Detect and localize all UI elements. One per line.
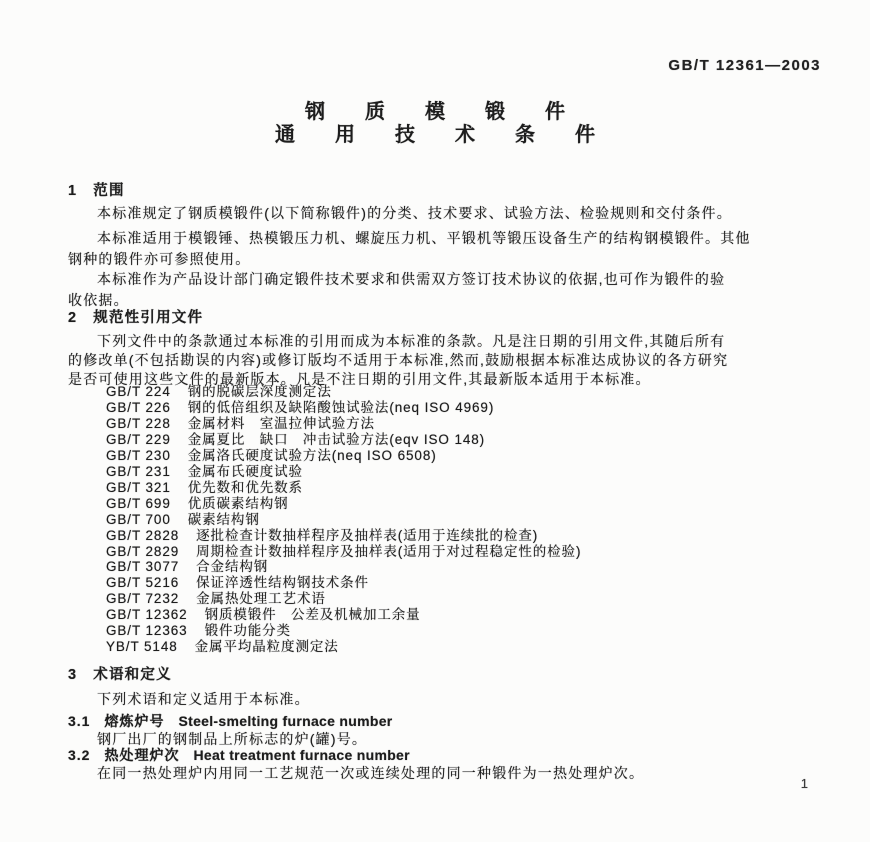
paragraph-line: 本标准适用于模锻锤、热模锻压力机、螺旋压力机、平锻机等锻压设备生产的结构钢模锻件。其他 xyxy=(97,230,751,246)
term-number: 3.1 xyxy=(68,713,91,729)
reference-item xyxy=(106,496,581,512)
reference-code: GB/T 5216 xyxy=(106,575,180,591)
reference-item xyxy=(106,544,581,560)
section-2-number: 2 xyxy=(68,310,78,326)
reference-code: GB/T 230 xyxy=(106,447,171,463)
reference-title: 优先数和优先数系 xyxy=(187,479,303,495)
reference-title: 金属布氏硬度试验 xyxy=(187,463,303,479)
reference-item xyxy=(106,607,581,623)
term-english: Steel-smelting furnace number xyxy=(178,713,393,729)
reference-item xyxy=(106,448,581,464)
reference-item xyxy=(106,432,581,448)
reference-title: 周期检查计数抽样程序及抽样表(适用于对过程稳定性的检验) xyxy=(196,543,582,559)
term-3-1-heading xyxy=(68,711,393,731)
reference-code: GB/T 224 xyxy=(106,384,171,399)
standard-number: GB/T 12361—2003 xyxy=(668,57,821,74)
paragraph-line: 收依据。 xyxy=(68,292,129,308)
reference-title: 保证淬透性结构钢技术条件 xyxy=(196,575,369,591)
section-3-number: 3 xyxy=(68,667,78,683)
reference-title: 金属材料 室温拉伸试验方法 xyxy=(187,415,375,431)
term-english: Heat treatment furnace number xyxy=(193,747,410,763)
section-1-paragraph-1 xyxy=(68,203,732,223)
reference-item xyxy=(106,512,581,528)
reference-title: 金属夏比 缺口 冲击试验方法(eqv ISO 148) xyxy=(187,431,486,447)
reference-code: GB/T 228 xyxy=(106,415,171,431)
section-1-paragraph-2 xyxy=(68,228,751,270)
paragraph-line: 本标准规定了钢质模锻件(以下简称锻件)的分类、技术要求、试验方法、检验规则和交付条件。 xyxy=(97,205,732,221)
reference-item xyxy=(106,400,581,416)
reference-title: 优质碳素结构钢 xyxy=(187,495,289,511)
reference-title: 钢的低倍组织及缺陷酸蚀试验法(neq ISO 4969) xyxy=(187,399,495,415)
reference-title: 逐批检查计数抽样程序及抽样表(适用于连续批的检查) xyxy=(196,527,539,543)
reference-title: 金属平均晶粒度测定法 xyxy=(194,639,339,655)
reference-code: GB/T 699 xyxy=(106,495,171,511)
reference-title: 锻件功能分类 xyxy=(204,623,291,639)
section-3-title: 术语和定义 xyxy=(93,667,172,683)
reference-title: 碳素结构钢 xyxy=(187,511,260,527)
section-2-heading xyxy=(68,306,203,327)
reference-title: 钢的脱碳层深度测定法 xyxy=(187,384,332,399)
reference-code: GB/T 2829 xyxy=(106,543,180,559)
reference-code: GB/T 12363 xyxy=(106,623,188,639)
page-number: 1 xyxy=(800,776,808,791)
reference-item xyxy=(106,464,581,480)
section-1-heading xyxy=(68,179,125,200)
reference-item xyxy=(106,639,581,655)
section-2-intro xyxy=(68,332,728,389)
reference-title: 合金结构钢 xyxy=(196,559,269,575)
document-title xyxy=(0,101,870,147)
term-chinese: 熔炼炉号 xyxy=(104,713,165,729)
paragraph-line: 本标准作为产品设计部门确定锻件技术要求和供需双方签订技术协议的依据,也可作为锻件的验 xyxy=(97,271,726,287)
reference-item xyxy=(106,575,581,591)
normative-references-list xyxy=(106,384,581,655)
reference-item xyxy=(106,480,581,496)
title-line-1: 钢质模锻件 xyxy=(305,101,605,123)
reference-item xyxy=(106,528,581,544)
reference-item xyxy=(106,591,581,607)
reference-title: 金属洛氏硬度试验方法(neq ISO 6508) xyxy=(187,447,437,463)
reference-code: GB/T 229 xyxy=(106,431,171,447)
reference-item xyxy=(106,559,581,575)
paragraph-line: 的修改单(不包括勘误的内容)或修订版均不适用于本标准,然而,鼓励根据本标准达成协议的各方研究 xyxy=(68,352,729,368)
reference-code: GB/T 321 xyxy=(106,479,171,495)
term-number: 3.2 xyxy=(68,747,91,763)
reference-code: GB/T 231 xyxy=(106,463,171,479)
term-3-1-definition: 钢厂出厂的钢制品上所标志的炉(罐)号。 xyxy=(97,731,368,747)
section-1-paragraph-3 xyxy=(68,269,725,311)
term-chinese: 热处理炉次 xyxy=(104,747,180,763)
paragraph-line: 钢种的锻件亦可参照使用。 xyxy=(68,251,251,267)
term-3-2-heading xyxy=(68,745,410,765)
reference-code: GB/T 7232 xyxy=(106,591,180,607)
reference-title: 金属热处理工艺术语 xyxy=(196,591,326,607)
term-3-2-definition: 在同一热处理炉内用同一工艺规范一次或连续处理的同一种锻件为一热处理炉次。 xyxy=(97,765,645,781)
paragraph-line: 是否可使用这些文件的最新版本。凡是不注日期的引用文件,其最新版本适用于本标准。 xyxy=(68,371,651,387)
title-line-2: 通用技术条件 xyxy=(275,124,635,146)
reference-item xyxy=(106,416,581,432)
section-1-number: 1 xyxy=(68,183,78,199)
section-3-heading xyxy=(68,663,172,684)
reference-code: GB/T 3077 xyxy=(106,559,180,575)
reference-item xyxy=(106,384,581,400)
reference-code: GB/T 700 xyxy=(106,511,171,527)
paragraph-line: 下列文件中的条款通过本标准的引用而成为本标准的条款。凡是注日期的引用文件,其随后所有 xyxy=(97,333,726,349)
section-2-title: 规范性引用文件 xyxy=(93,310,204,326)
reference-item xyxy=(106,623,581,639)
reference-code: YB/T 5148 xyxy=(106,639,178,655)
reference-code: GB/T 12362 xyxy=(106,607,188,623)
reference-code: GB/T 226 xyxy=(106,399,171,415)
reference-title: 钢质模锻件 公差及机械加工余量 xyxy=(204,607,421,623)
reference-code: GB/T 2828 xyxy=(106,527,180,543)
section-3-intro: 下列术语和定义适用于本标准。 xyxy=(97,691,310,707)
section-1-title: 范围 xyxy=(93,183,125,199)
